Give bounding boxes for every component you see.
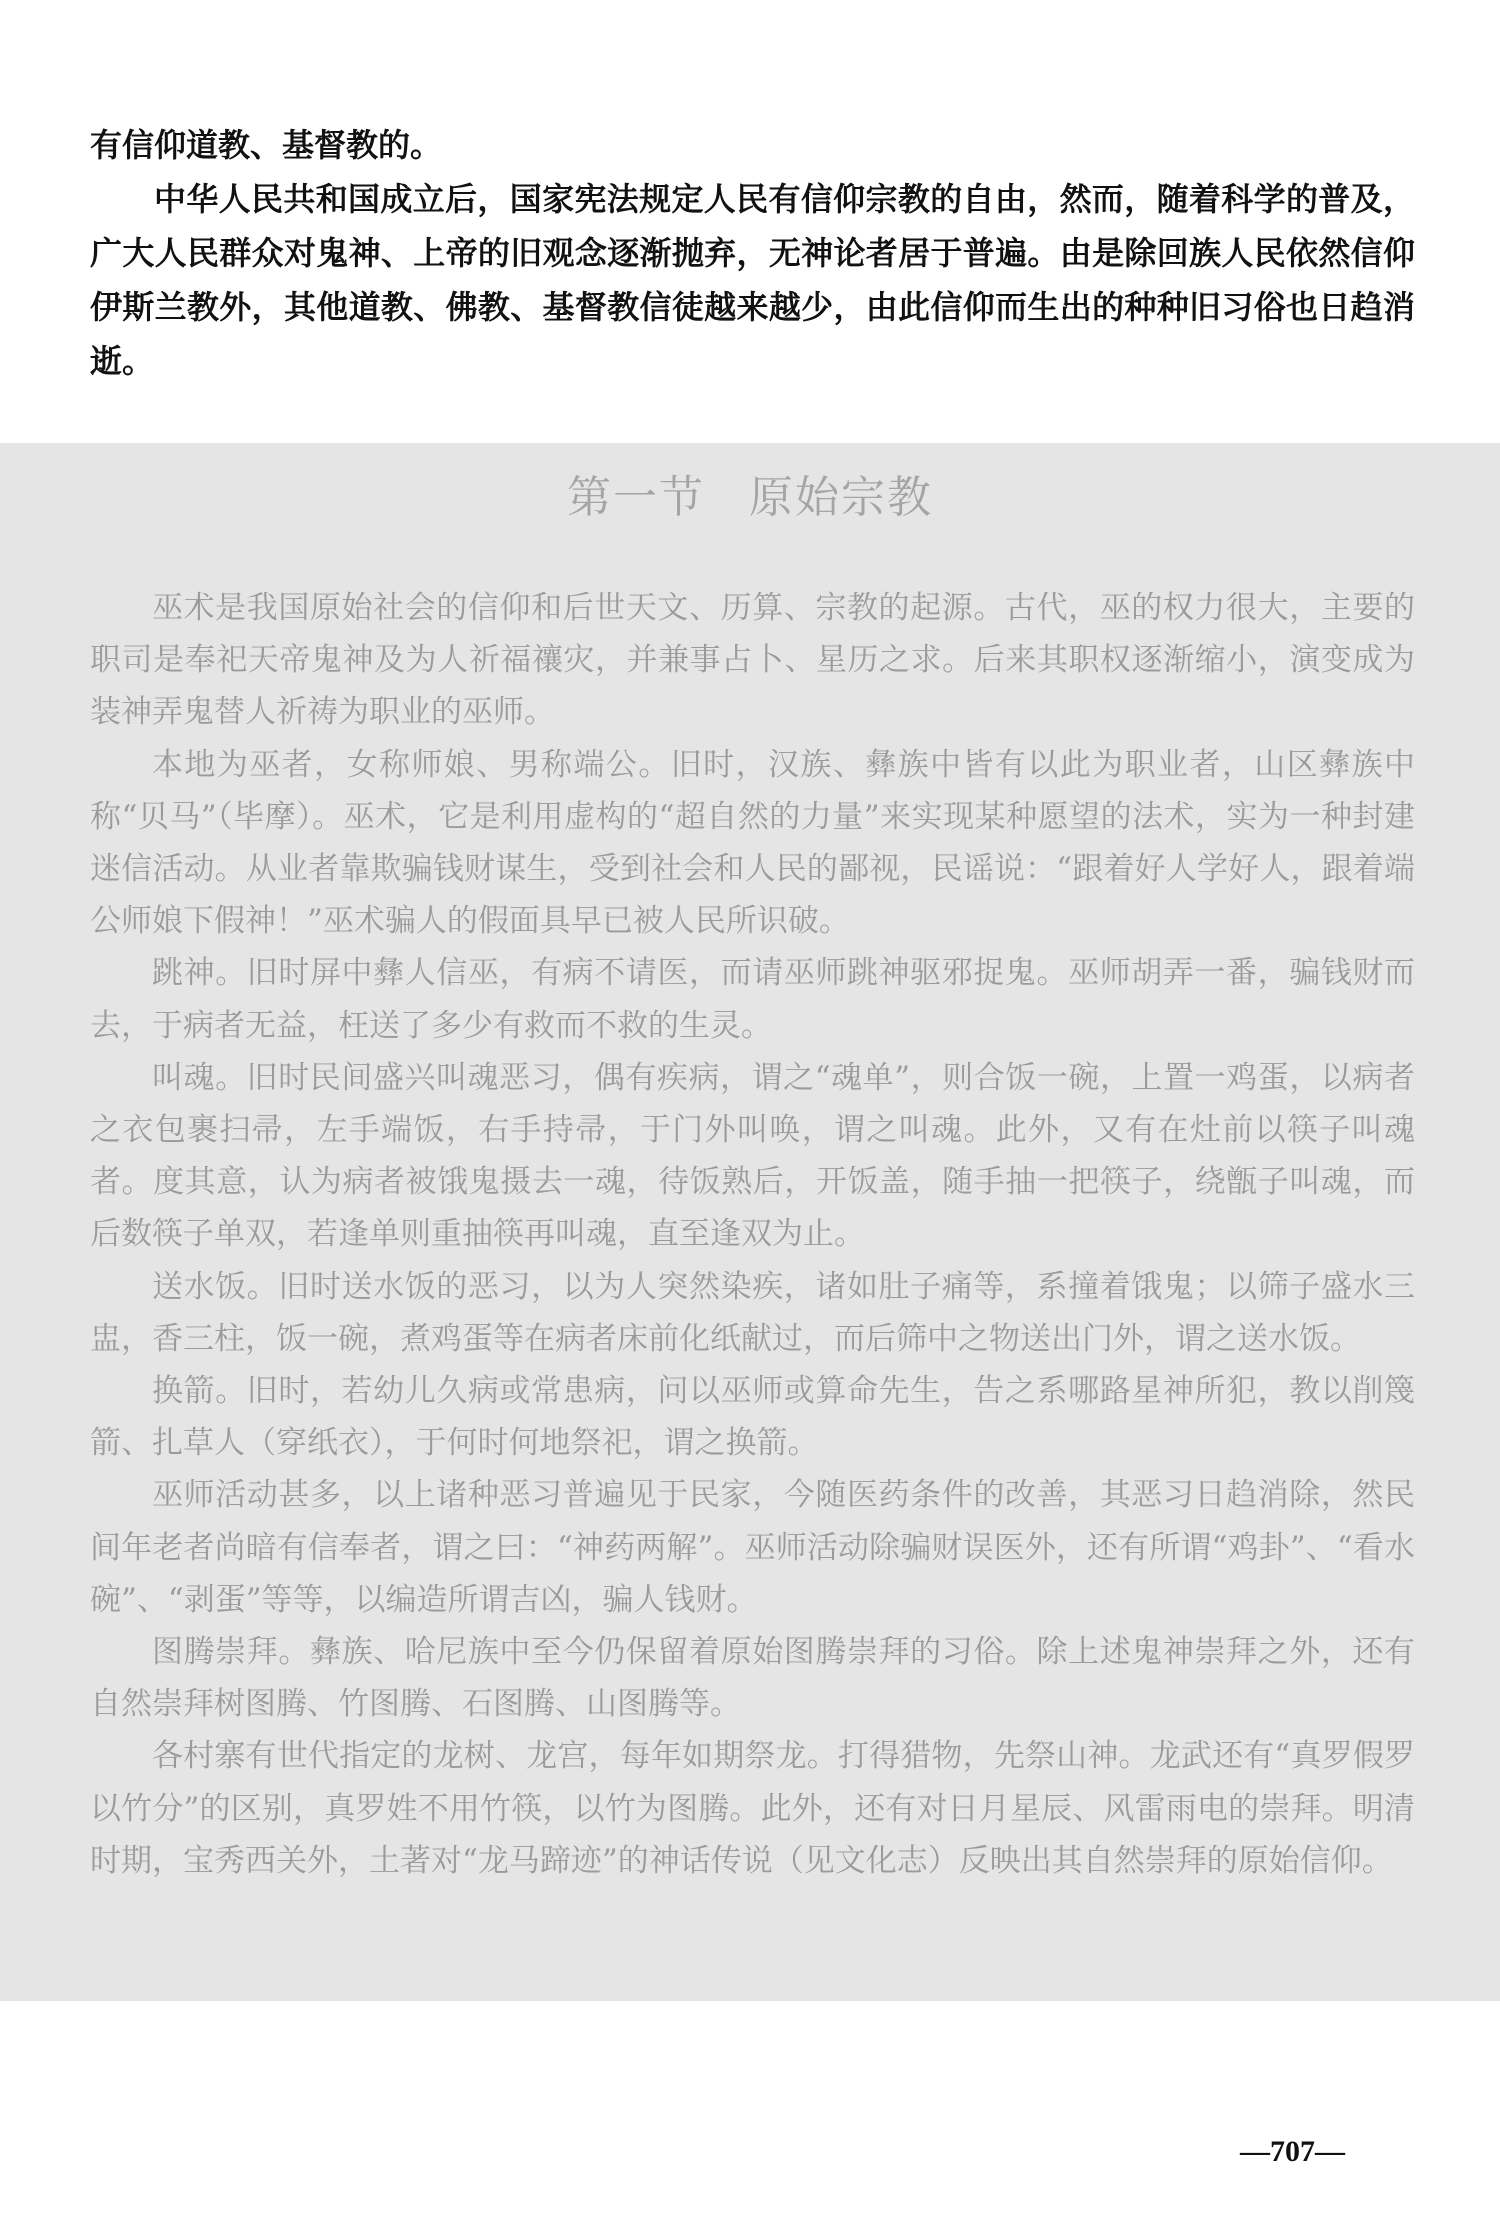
section-heading: 原始宗教 bbox=[749, 472, 933, 523]
section-paragraph-songshuifan: 送水饭。旧时送水饭的恶习，以为人突然染疾，诸如肚子痛等，系撞着饿鬼；以筛子盛水三盅，香三柱，饭一碗，煮鸡蛋等在病者床前化纸献过，而后筛中之物送出门外，谓之送水饭。 bbox=[90, 1268, 1415, 1357]
section-paragraph-wuzhe: 本地为巫者，女称师娘、男称端公。旧时，汉族、彝族中皆有以此为职业者，山区彝族中称“贝马”（毕摩）。巫术，它是利用虚构的“超自然的力量”来实现某种愿望的法术，实为一种封建迷信活动。从业者靠欺骗钱财谋生，受到社会和人民的鄙视，民谣说：“跟着好人学好人，跟着端公师娘下假神！”巫术骗人的假面具早已被人民所识破。 bbox=[90, 746, 1415, 940]
section-body bbox=[90, 582, 1415, 1887]
section-paragraph-tuteng: 图腾崇拜。彝族、哈尼族中至今仍保留着原始图腾崇拜的习俗。除上述鬼神崇拜之外，还有自然崇拜树图腾、竹图腾、石图腾、山图腾等。 bbox=[90, 1634, 1415, 1723]
top-text-block bbox=[90, 118, 1415, 388]
section-paragraph-jiaohun: 叫魂。旧时民间盛兴叫魂恶习，偶有疾病，谓之“魂单”，则合饭一碗，上置一鸡蛋，以病者之衣包裹扫帚，左手端饭，右手持帚，于门外叫唤，谓之叫魂。此外，又有在灶前以筷子叫魂者。度其意，认为病者被饿鬼摄去一魂，待饭熟后，开饭盖，随手抽一把筷子，绕甑子叫魂，而后数筷子单双，若逢单则重抽筷再叫魂，直至逢双为止。 bbox=[90, 1059, 1415, 1253]
section-number: 第一节 bbox=[567, 472, 705, 523]
top-paragraph-2: 中华人民共和国成立后，国家宪法规定人民有信仰宗教的自由，然而，随着科学的普及，广大人民群众对鬼神、上帝的旧观念逐渐抛弃，无神论者居于普遍。由是除回族人民依然信仰伊斯兰教外，其他道教、佛教、基督教信徒越来越少，由此信仰而生出的种种旧习俗也日趋消逝。 bbox=[90, 180, 1415, 380]
page-number: —707— bbox=[1240, 2135, 1345, 2168]
section-paragraph-wushi-huodong: 巫师活动甚多，以上诸种恶习普遍见于民家，今随医药条件的改善，其恶习日趋消除，然民间年老者尚暗有信奉者，谓之曰：“神药两解”。巫师活动除骗财误医外，还有所谓“鸡卦”、“看水碗”、“剥蛋”等等，以编造所谓吉凶，骗人钱财。 bbox=[90, 1477, 1415, 1618]
section-paragraph-wushu: 巫术是我国原始社会的信仰和后世天文、历算、宗教的起源。古代，巫的权力很大，主要的职司是奉祀天帝鬼神及为人祈福禳灾，并兼事占卜、星历之求。后来其职权逐渐缩小，演变成为装神弄鬼替人祈祷为职业的巫师。 bbox=[90, 590, 1415, 731]
section-title bbox=[0, 462, 1500, 534]
section-paragraph-huanjian: 换箭。旧时，若幼儿久病或常患病，问以巫师或算命先生，告之系哪路星神所犯，教以削篾箭、扎草人（穿纸衣），于何时何地祭祀，谓之换箭。 bbox=[90, 1373, 1415, 1462]
section-paragraph-tiaoshen: 跳神。旧时屏中彝人信巫，有病不请医，而请巫师跳神驱邪捉鬼。巫师胡弄一番，骗钱财而去，于病者无益，枉送了多少有救而不救的生灵。 bbox=[90, 955, 1415, 1044]
section-paragraph-cunzhai: 各村寨有世代指定的龙树、龙宫，每年如期祭龙。打得猎物，先祭山神。龙武还有“真罗假罗以竹分”的区别，真罗姓不用竹筷，以竹为图腾。此外，还有对日月星辰、风雷雨电的崇拜。明清时期，宝秀西关外，土著对“龙马蹄迹”的神话传说（见文化志）反映出其自然崇拜的原始信仰。 bbox=[90, 1738, 1415, 1879]
top-paragraph-1: 有信仰道教、基督教的。 bbox=[90, 126, 443, 164]
